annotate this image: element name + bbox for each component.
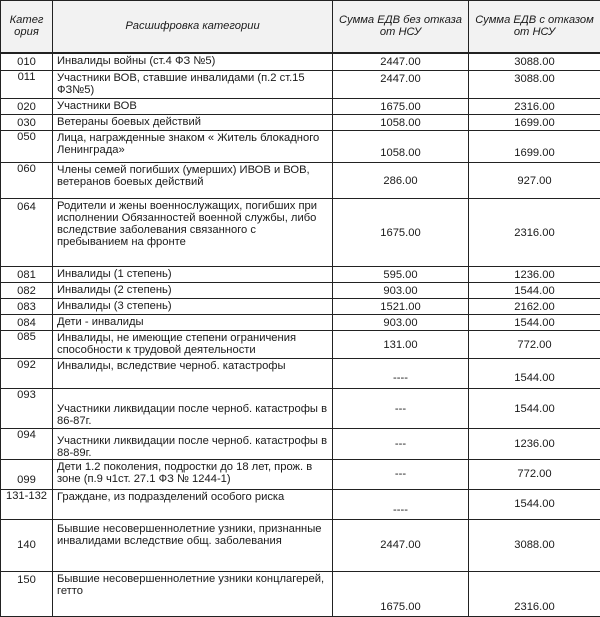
sum-without-nsu: 1544.00 [469, 389, 600, 428]
table-row [1, 131, 600, 163]
category-code: 092 [1, 359, 53, 389]
category-description: Бывшие несовершеннолетние узники концлагерей, гетто [53, 571, 333, 616]
sum-without-nsu: 3088.00 [469, 71, 600, 99]
sum-with-nsu: --- [333, 459, 469, 489]
category-code: 093 [1, 389, 53, 428]
category-description: Инвалиды (2 степень) [53, 283, 333, 299]
sum-without-nsu: 772.00 [469, 459, 600, 489]
category-description: Бывшие несовершеннолетние узники, признанные инвалидами вследствие общ. заболевания [53, 519, 333, 571]
table-row [1, 115, 600, 131]
sum-without-nsu: 1544.00 [469, 283, 600, 299]
sum-with-nsu: 1058.00 [333, 131, 469, 163]
table-row [1, 299, 600, 315]
category-description: Граждане, из подразделений особого риска [53, 489, 333, 519]
sum-with-nsu: 1521.00 [333, 299, 469, 315]
sum-with-nsu: 2447.00 [333, 71, 469, 99]
sum-without-nsu: 2316.00 [469, 99, 600, 115]
sum-without-nsu: 1236.00 [469, 428, 600, 459]
category-description: Участники ликвидации после черноб. катастрофы в 86-87г. [53, 389, 333, 428]
table-row [1, 163, 600, 199]
category-description: Инвалиды, не имеющие степени ограничения способности к трудовой деятельности [53, 331, 333, 359]
sum-without-nsu: 1699.00 [469, 115, 600, 131]
sum-with-nsu: ---- [333, 489, 469, 519]
sum-with-nsu: --- [333, 428, 469, 459]
header-description: Расшифровка категории [53, 1, 333, 53]
category-code: 083 [1, 299, 53, 315]
sum-without-nsu: 927.00 [469, 163, 600, 199]
category-code: 094 [1, 428, 53, 459]
table-row [1, 359, 600, 389]
table-row [1, 315, 600, 331]
sum-with-nsu: --- [333, 389, 469, 428]
header-code: Катег ория [1, 1, 53, 53]
sum-without-nsu: 3088.00 [469, 53, 600, 71]
category-description: Инвалиды, вследствие черноб. катастрофы [53, 359, 333, 389]
sum-with-nsu: 2447.00 [333, 53, 469, 71]
sum-with-nsu: 1058.00 [333, 115, 469, 131]
category-description: Дети - инвалиды [53, 315, 333, 331]
category-description: Инвалиды (3 степень) [53, 299, 333, 315]
sum-with-nsu: 1675.00 [333, 99, 469, 115]
sum-with-nsu: ---- [333, 359, 469, 389]
category-description: Ветераны боевых действий [53, 115, 333, 131]
category-code: 081 [1, 267, 53, 283]
category-code: 050 [1, 131, 53, 163]
sum-with-nsu: 2447.00 [333, 519, 469, 571]
table-row [1, 331, 600, 359]
sum-with-nsu: 1675.00 [333, 571, 469, 616]
sum-without-nsu: 2316.00 [469, 571, 600, 616]
table-row [1, 267, 600, 283]
sum-without-nsu: 2162.00 [469, 299, 600, 315]
category-code: 020 [1, 99, 53, 115]
sum-without-nsu: 2316.00 [469, 199, 600, 267]
category-description: Инвалиды войны (ст.4 ФЗ №5) [53, 53, 333, 71]
category-description: Участники ликвидации после черноб. катастрофы в 88-89г. [53, 428, 333, 459]
category-description: Участники ВОВ, ставшие инвалидами (п.2 ст.15 ФЗ№5) [53, 71, 333, 99]
category-description: Члены семей погибших (умерших) ИВОВ и ВОВ, ветеранов боевых действий [53, 163, 333, 199]
table-row [1, 428, 600, 459]
header-sum-with-nsu: Сумма ЕДВ без отказа от НСУ [333, 1, 469, 53]
category-code: 099 [1, 459, 53, 489]
table-row [1, 99, 600, 115]
sum-without-nsu: 1544.00 [469, 359, 600, 389]
sum-with-nsu: 903.00 [333, 315, 469, 331]
category-code: 011 [1, 71, 53, 99]
category-code: 084 [1, 315, 53, 331]
table-row [1, 519, 600, 571]
table-row [1, 459, 600, 489]
category-code: 082 [1, 283, 53, 299]
sum-with-nsu: 903.00 [333, 283, 469, 299]
sum-with-nsu: 595.00 [333, 267, 469, 283]
header-row [1, 1, 600, 53]
category-description: Инвалиды (1 степень) [53, 267, 333, 283]
category-description: Лица, награжденные знаком « Житель блокадного Ленинграда» [53, 131, 333, 163]
category-code: 060 [1, 163, 53, 199]
sum-without-nsu: 1236.00 [469, 267, 600, 283]
table-row [1, 199, 600, 267]
sum-without-nsu: 1699.00 [469, 131, 600, 163]
category-code: 140 [1, 519, 53, 571]
table-row [1, 283, 600, 299]
table-row [1, 571, 600, 616]
sum-without-nsu: 3088.00 [469, 519, 600, 571]
category-description: Участники ВОВ [53, 99, 333, 115]
category-code: 030 [1, 115, 53, 131]
category-description: Родители и жены военнослужащих, погибших при исполнении Обязанностей военной службы, либо вследствие заболевания связанного с пребыванием на фронте [53, 199, 333, 267]
table-row [1, 389, 600, 428]
category-code: 150 [1, 571, 53, 616]
table-row [1, 489, 600, 519]
sum-without-nsu: 1544.00 [469, 489, 600, 519]
sum-with-nsu: 1675.00 [333, 199, 469, 267]
sum-without-nsu: 772.00 [469, 331, 600, 359]
category-code: 064 [1, 199, 53, 267]
table-row [1, 71, 600, 99]
category-code: 131-132 [1, 489, 53, 519]
sum-with-nsu: 286.00 [333, 163, 469, 199]
category-code: 085 [1, 331, 53, 359]
category-description: Дети 1.2 поколения, подростки до 18 лет, прож. в зоне (п.9 ч1ст. 27.1 ФЗ № 1244-1) [53, 459, 333, 489]
category-code: 010 [1, 53, 53, 71]
sum-with-nsu: 131.00 [333, 331, 469, 359]
header-sum-without-nsu: Сумма ЕДВ с отказом от НСУ [469, 1, 600, 53]
sum-without-nsu: 1544.00 [469, 315, 600, 331]
table-row [1, 53, 600, 71]
